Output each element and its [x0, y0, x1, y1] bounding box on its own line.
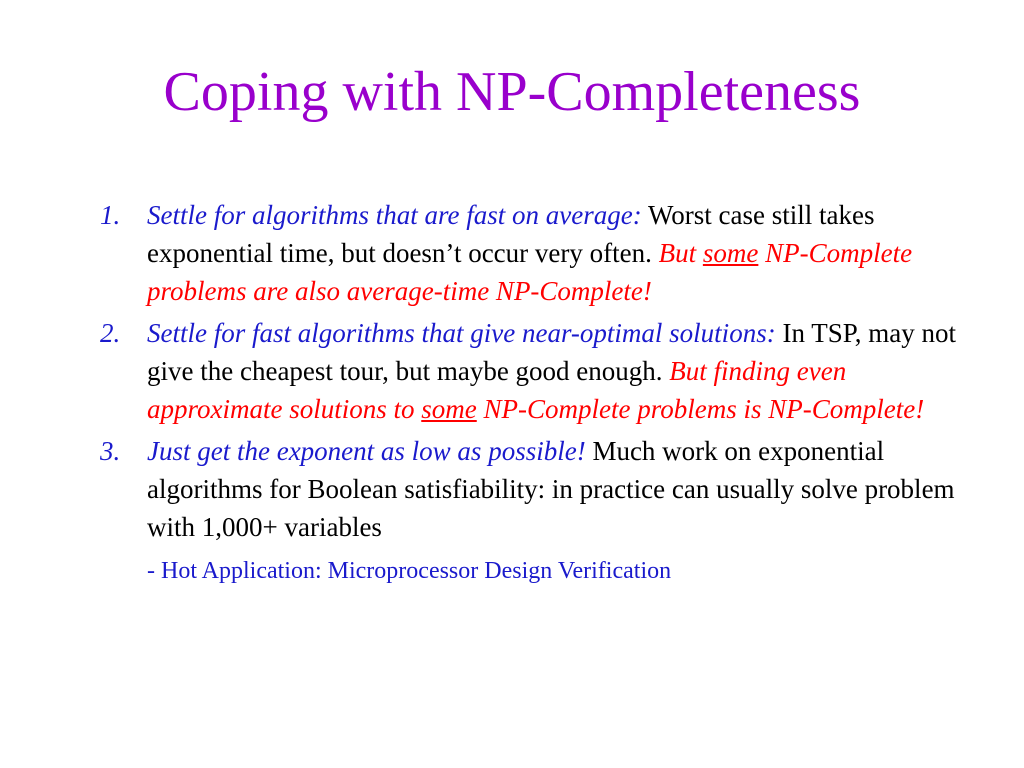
- list-item: [100, 196, 970, 310]
- item-warning: But finding even approximate solutions to: [147, 356, 847, 424]
- list-item: [100, 314, 970, 428]
- item-number: 3.: [100, 436, 121, 466]
- item-warning-rest: NP-Complete problems is NP-Complete!: [476, 394, 925, 424]
- item-lead: Just get the exponent as low as possible!: [147, 436, 586, 466]
- slide-body: [100, 196, 970, 586]
- item-warning-rest: NP-Complete problems are also average-time NP-Complete!: [147, 238, 913, 306]
- slide-title: Coping with NP-Completeness: [163, 61, 861, 123]
- item-body: Much work on exponential algorithms for Boolean satisfiability: in practice can usually solve problem with 1,000+ variables: [147, 436, 955, 542]
- item-number: 1.: [100, 200, 121, 230]
- item-lead-colon: :: [766, 318, 776, 348]
- item-lead: Settle for fast algorithms that give near-optimal solutions: [147, 318, 767, 348]
- list-item: [100, 432, 970, 546]
- item-body: In TSP, may not give the cheapest tour, but maybe good enough.: [147, 318, 956, 386]
- item-number: 2.: [100, 318, 121, 348]
- item-lead-colon: :: [632, 200, 642, 230]
- item-warning-emphasis: some: [421, 394, 477, 424]
- item-warning-emphasis: some: [702, 238, 759, 268]
- item-lead: Settle for algorithms that are fast on average: [147, 200, 633, 230]
- sub-note: - Hot Application: Microprocessor Design Verification: [147, 558, 672, 584]
- item-list: [100, 196, 970, 546]
- item-warning: But: [658, 238, 703, 268]
- item-body: Worst case still takes exponential time, but doesn’t occur very often.: [147, 200, 875, 268]
